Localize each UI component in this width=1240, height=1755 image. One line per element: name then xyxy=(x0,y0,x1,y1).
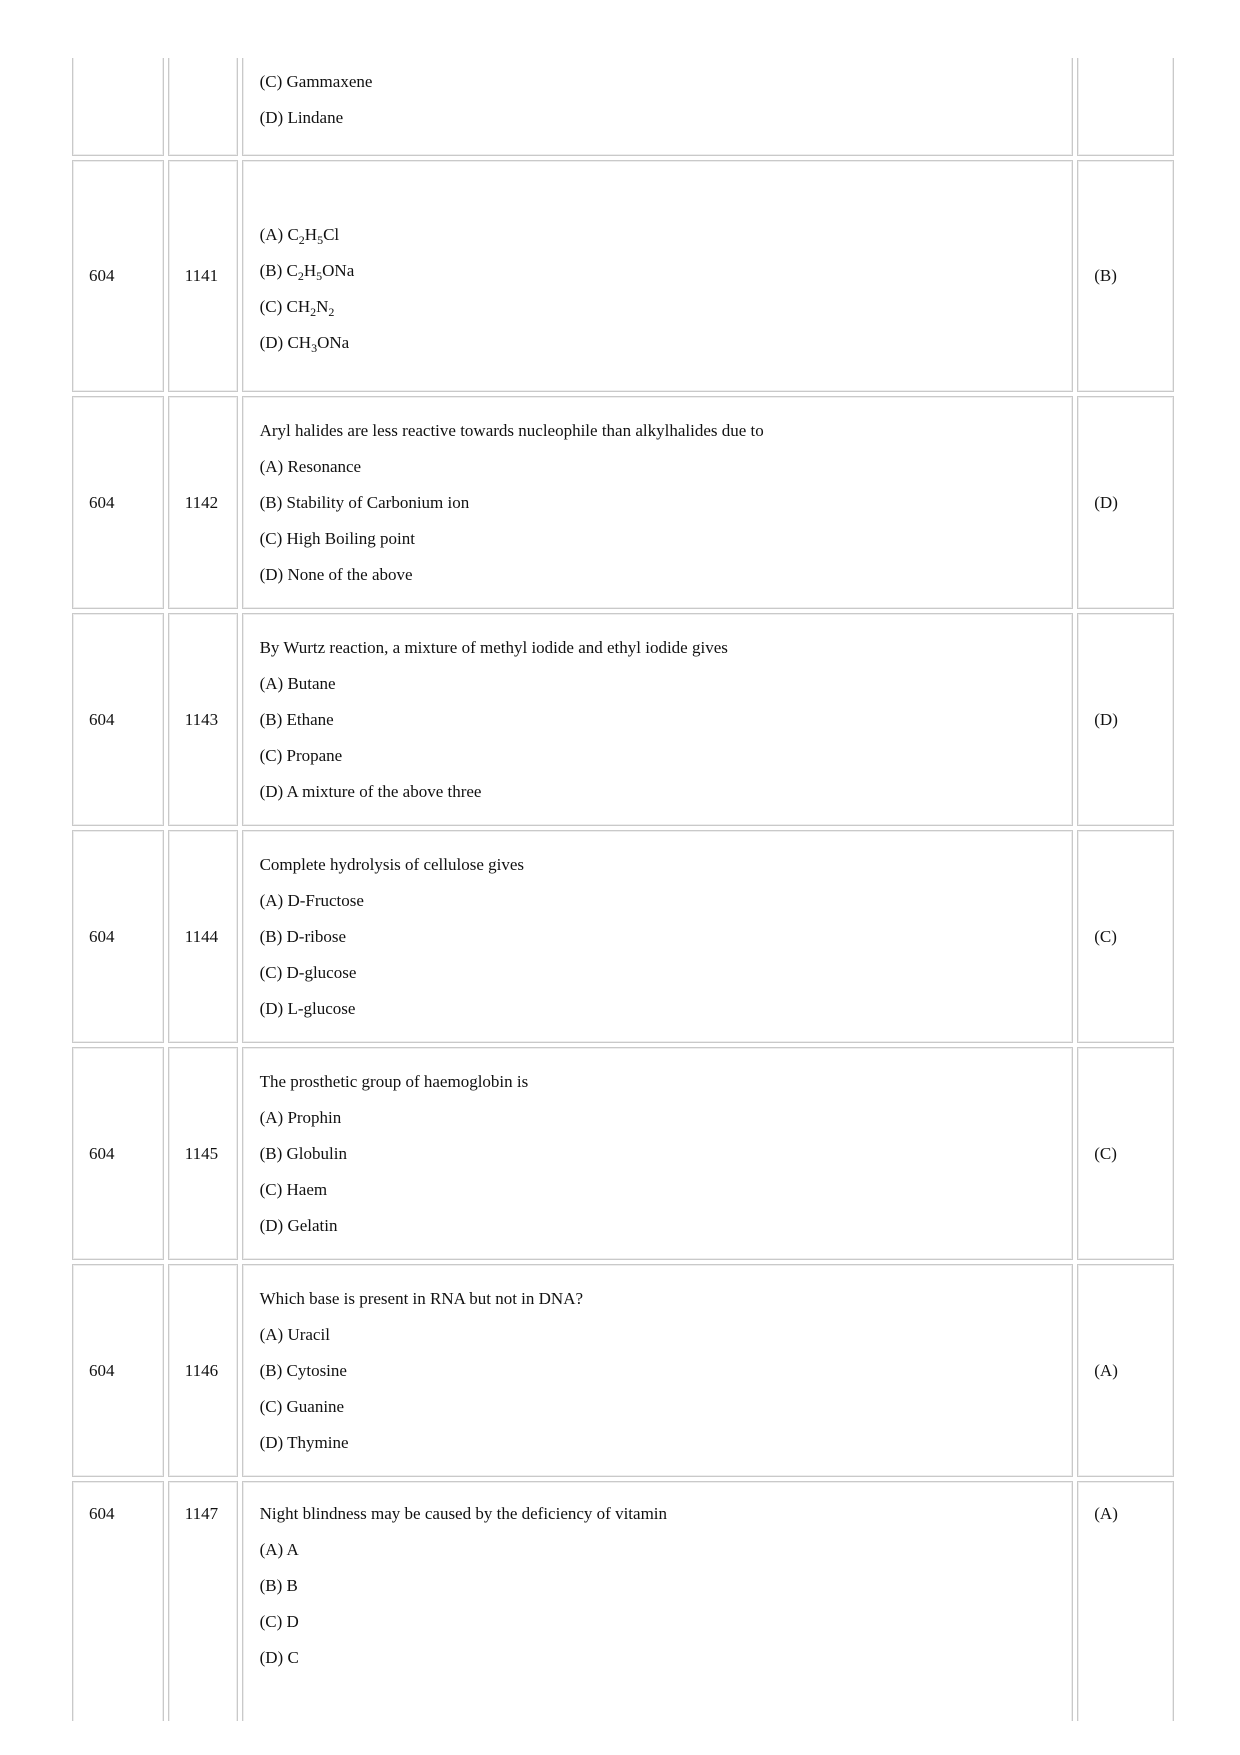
formula-symbol: ONa xyxy=(317,333,350,352)
option-c: (C) Guanine xyxy=(259,1396,345,1416)
formula-symbol: Cl xyxy=(323,225,340,244)
table-row xyxy=(72,1481,1174,1721)
option-c xyxy=(260,295,1057,319)
option-d: (D) Thymine xyxy=(259,1432,349,1452)
option-c: (C) High Boiling point xyxy=(259,528,415,548)
option-b: (B) B xyxy=(259,1576,298,1595)
question-text: Night blindness may be caused by the deficiency of vitamin xyxy=(259,1504,668,1523)
table-row xyxy=(72,58,1174,156)
question-table xyxy=(72,58,1174,1725)
formula-subscript: 2 xyxy=(310,305,317,319)
option-d: (D) None of the above xyxy=(259,564,413,584)
question-cell xyxy=(242,160,1074,392)
option-a: (A) Uracil xyxy=(259,1324,330,1344)
answer-cell xyxy=(1077,58,1174,156)
question-number-cell: 1144 xyxy=(168,830,238,1043)
option-label: (B) xyxy=(259,261,287,280)
question-text: The prosthetic group of haemoglobin is xyxy=(259,1071,529,1091)
option-c: (C) Haem xyxy=(259,1179,328,1199)
option-b: (B) Cytosine xyxy=(259,1360,347,1380)
option-b: (B) Stability of Carbonium ion xyxy=(259,492,470,512)
formula-subscript: 2 xyxy=(297,269,304,283)
formula-subscript: 2 xyxy=(298,233,305,247)
option-c: (C) Gammaxene xyxy=(259,72,373,91)
option-b xyxy=(260,259,1057,283)
formula-symbol: H xyxy=(304,225,318,244)
question-number-cell: 1142 xyxy=(168,396,238,609)
formula-symbol: CH xyxy=(287,333,312,352)
formula-subscript: 2 xyxy=(328,305,335,319)
answer-cell: (B) xyxy=(1077,160,1174,392)
subject-code-cell: 604 xyxy=(72,1047,164,1260)
formula-symbol: C xyxy=(286,261,298,280)
option-a: (A) Prophin xyxy=(259,1107,342,1127)
subject-code-cell xyxy=(72,58,164,156)
question-cell xyxy=(242,396,1074,609)
formula-subscript: 3 xyxy=(311,341,318,355)
option-b: (B) Globulin xyxy=(259,1143,347,1163)
question-text: Complete hydrolysis of cellulose gives xyxy=(259,854,524,874)
answer-cell: (C) xyxy=(1077,830,1174,1043)
question-cell xyxy=(242,58,1074,156)
answer-cell: (D) xyxy=(1077,396,1174,609)
question-number-cell: 1145 xyxy=(168,1047,238,1260)
formula-symbol: N xyxy=(316,297,329,316)
option-d: (D) A mixture of the above three xyxy=(259,781,482,801)
formula-subscript: 5 xyxy=(317,233,324,247)
table-row xyxy=(72,1047,1174,1260)
question-number-cell: 1143 xyxy=(168,613,238,826)
question-number-cell: 1146 xyxy=(168,1264,238,1477)
formula-symbol: H xyxy=(303,261,317,280)
question-text: Aryl halides are less reactive towards nucleophile than alkylhalides due to xyxy=(259,420,764,440)
option-a: (A) A xyxy=(259,1540,299,1559)
question-text: By Wurtz reaction, a mixture of methyl iodide and ethyl iodide gives xyxy=(259,637,728,657)
formula-symbol: C xyxy=(287,225,299,244)
subject-code-cell: 604 xyxy=(72,1481,164,1721)
question-cell xyxy=(242,1047,1074,1260)
option-a xyxy=(260,223,1057,247)
table-row xyxy=(72,613,1174,826)
answer-cell: (A) xyxy=(1077,1264,1174,1477)
option-label: (D) xyxy=(259,333,288,352)
formula-subscript: 5 xyxy=(316,269,323,283)
option-d xyxy=(260,331,1057,355)
option-c: (C) D xyxy=(259,1612,299,1631)
option-a: (A) Resonance xyxy=(259,456,362,476)
question-cell xyxy=(242,830,1074,1043)
option-d: (D) L-glucose xyxy=(259,998,356,1018)
question-cell xyxy=(242,1481,1074,1721)
formula-symbol: CH xyxy=(286,297,311,316)
question-number-cell: 1141 xyxy=(168,160,238,392)
table-row xyxy=(72,1264,1174,1477)
option-d: (D) Gelatin xyxy=(259,1215,338,1235)
question-number-cell xyxy=(168,58,238,156)
table-row xyxy=(72,830,1174,1043)
option-a: (A) D-Fructose xyxy=(259,890,364,910)
option-label: (A) xyxy=(259,225,288,244)
table-row xyxy=(72,160,1174,392)
answer-cell: (A) xyxy=(1077,1481,1174,1721)
option-c: (C) Propane xyxy=(259,745,343,765)
question-number-cell: 1147 xyxy=(168,1481,238,1721)
subject-code-cell: 604 xyxy=(72,396,164,609)
subject-code-cell: 604 xyxy=(72,160,164,392)
subject-code-cell: 604 xyxy=(72,613,164,826)
option-d: (D) Lindane xyxy=(259,108,344,127)
subject-code-cell: 604 xyxy=(72,830,164,1043)
option-label: (C) xyxy=(259,297,287,316)
option-a: (A) Butane xyxy=(259,673,336,693)
answer-cell: (D) xyxy=(1077,613,1174,826)
subject-code-cell: 604 xyxy=(72,1264,164,1477)
option-b: (B) Ethane xyxy=(259,709,334,729)
option-c: (C) D-glucose xyxy=(259,962,357,982)
formula-symbol: ONa xyxy=(322,261,355,280)
option-b: (B) D-ribose xyxy=(259,926,346,946)
question-text: Which base is present in RNA but not in DNA? xyxy=(259,1288,584,1308)
option-d: (D) C xyxy=(259,1648,299,1667)
question-cell xyxy=(242,1264,1074,1477)
question-cell xyxy=(242,613,1074,826)
table-row xyxy=(72,396,1174,609)
answer-cell: (C) xyxy=(1077,1047,1174,1260)
